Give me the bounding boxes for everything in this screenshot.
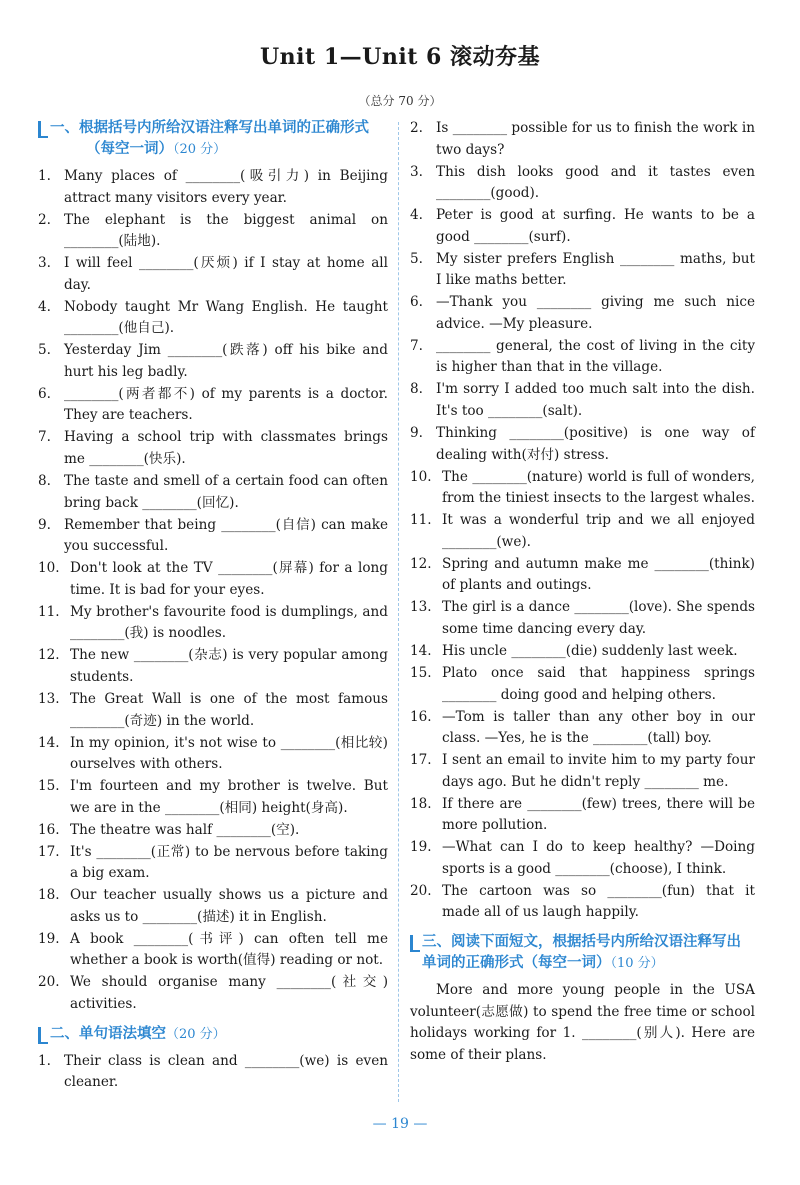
question-number: 11. [38,603,60,620]
question-text: We should organise many ________(社交) activities. [70,974,388,1012]
section2-question [410,162,755,205]
question-text: The taste and smell of a certain food can often bring back ________(回忆). [64,473,388,511]
section1-heading-text: 一、根据括号内所给汉语注释写出单词的正确形式 [50,120,369,136]
question-number: 9. [410,425,423,442]
question-text: It was a wonderful trip and we all enjoyed ________(we). [442,512,755,550]
total-score: （总分 70 分） [358,94,442,108]
question-number: 18. [38,887,60,904]
section2-items-left [38,1051,388,1094]
question-number: 16. [38,821,60,838]
section1-heading [38,118,388,160]
section2-heading [38,1024,388,1045]
question-number: 15. [38,778,60,795]
question-number: 2. [38,211,51,228]
question-text: Remember that being ________(自信) can make you successful. [64,516,388,555]
question-text: I'm sorry I added too much salt into the dish. It's too ________(salt). [436,381,755,420]
question-number: 4. [410,207,423,224]
question-number: 6. [38,385,51,402]
section1-question [38,297,388,340]
section1-question [38,885,388,928]
question-number: 14. [410,642,432,659]
question-number: 20. [38,974,60,991]
section1-question [38,602,388,645]
question-text: I will feel ________(厌烦) if I stay at home all day. [64,255,388,293]
question-number: 19. [38,930,60,947]
section1-heading-text2: （每空一词） [86,141,173,157]
question-text: The new ________(杂志) is very popular among students. [70,647,388,685]
question-text: The cartoon was so ________(fun) that it made all of us laugh happily. [442,882,755,921]
left-column [38,118,388,1094]
section2-question [410,336,755,379]
question-text: Having a school trip with classmates brings me ________(快乐). [64,429,388,468]
section3-heading-text: 三、阅读下面短文，根据括号内所给汉语注释写出 [422,934,741,950]
question-text: Don't look at the TV ________(屏幕) for a long time. It is bad for your eyes. [70,560,388,598]
section2-question [410,118,755,161]
question-text: Peter is good at surfing. He wants to be a good ________(surf). [436,207,755,245]
question-number: 2. [410,120,423,136]
section2-question [410,510,755,553]
section1-question [38,929,388,972]
question-text: A book ________(书评) can often tell me whether a book is worth(值得) reading or not. [70,930,388,969]
question-text: The girl is a dance ________(love). She spends some time dancing every day. [442,599,755,637]
question-number: 9. [38,516,51,533]
question-text: Plato once said that happiness springs ________ doing good and helping others. [442,664,755,703]
question-number: 7. [38,429,51,446]
section1-question [38,515,388,558]
section2-question [410,249,755,292]
question-text: Spring and autumn make me ________(think) of plants and outings. [442,555,755,594]
question-text: Yesterday Jim ________(跌落) off his bike and hurt his leg badly. [64,342,388,380]
question-number: 17. [38,843,60,860]
question-number: 5. [410,250,423,267]
question-text: In my opinion, it's not wise to ________(相比较) ourselves with others. [70,734,388,773]
question-number: 3. [38,255,51,272]
question-number: 13. [410,599,432,616]
question-number: 6. [410,294,423,311]
section2-points: （20 分） [166,1026,226,1042]
section2-question [410,292,755,335]
question-number: 8. [410,381,423,398]
section1-question [38,166,388,209]
question-text: —Thank you ________ giving me such nice advice. —My pleasure. [436,294,755,332]
right-column [410,118,755,1066]
question-number: 20. [410,882,432,899]
section2-question [410,597,755,640]
section2-heading-text: 二、单句语法填空 [50,1025,166,1042]
question-number: 14. [38,734,60,751]
question-text: My sister prefers English ________ maths, but I like maths better. [436,250,755,289]
section1-question [38,558,388,601]
page-title: Unit 1—Unit 6 滚动夯基 [260,44,540,70]
question-text: The theatre was half ________(空). [70,821,300,838]
question-number: 17. [410,752,432,769]
section1-points: （20 分） [173,142,227,157]
section2-question [410,837,755,880]
question-number: 3. [410,163,423,180]
question-number: 5. [38,342,51,359]
section2-question [410,663,755,706]
question-text: Their class is clean and ________(we) is even cleaner. [64,1052,388,1091]
section3-heading [410,932,755,974]
section2-question [410,707,755,750]
section2-question [410,205,755,248]
section1-question [38,384,388,427]
section1-question [38,842,388,885]
section1-question [38,776,388,819]
question-number: 7. [410,337,423,354]
section3-heading-text2: 单词的正确形式（每空一词） [422,955,611,971]
question-number: 12. [410,555,432,572]
section1-question [38,471,388,514]
question-number: 16. [410,708,432,725]
question-text: I sent an email to invite him to my party four days ago. But he didn't reply ________ me. [442,752,755,790]
section2-question [410,467,755,510]
section2-question [410,379,755,422]
section2-question [410,881,755,924]
page-number: — 19 — [372,1116,428,1132]
section1-question [38,253,388,296]
section3-passage: More and more young people in the USA volunteer(志愿做) to spend the free time or school holidays working for 1. ________(别人). Here are some of their plans. [410,982,755,1063]
section1-question [38,427,388,470]
section1-question [38,645,388,688]
question-text: His uncle ________(die) suddenly last week. [442,642,738,659]
question-number: 12. [38,647,60,664]
question-text: Nobody taught Mr Wang English. He taught ________(他自己). [64,298,388,337]
section3-points: （10 分） [610,956,664,971]
question-text: This dish looks good and it tastes even ________(good). [436,163,755,202]
question-text: Thinking ________(positive) is one way of dealing with(对付) stress. [436,425,755,463]
question-number: 11. [410,512,432,529]
question-text: The elephant is the biggest animal on ________(陆地). [64,211,388,250]
question-number: 4. [38,298,51,315]
question-text: It's ________(正常) to be nervous before taking a big exam. [70,843,388,882]
section1-question [38,820,388,842]
question-text: My brother's favourite food is dumplings, and ________(我) is noodles. [70,603,388,642]
question-text: —Tom is taller than any other boy in our class. —Yes, he is the ________(tall) boy. [442,708,755,747]
section2-question [410,750,755,793]
question-number: 1. [38,168,51,184]
section2-question [410,554,755,597]
question-text: ________(两者都不) of my parents is a doctor. They are teachers. [64,385,388,424]
section2-question [410,641,755,663]
question-text: The Great Wall is one of the most famous ________(奇迹) in the world. [70,690,388,729]
column-divider [398,122,399,1102]
question-number: 18. [410,795,432,812]
section1-question [38,210,388,253]
question-text: —What can I do to keep healthy? —Doing sports is a good ________(choose), I think. [442,839,755,877]
question-text: Many places of ________(吸引力) in Beijing attract many visitors every year. [64,168,388,206]
question-text: The ________(nature) world is full of wonders, from the tiniest insects to the largest whales. [442,468,755,507]
question-text: I'm fourteen and my brother is twelve. But we are in the ________(相同) height(身高). [70,778,388,816]
question-number: 10. [410,468,432,485]
question-number: 1. [38,1052,51,1069]
question-text: Is ________ possible for us to finish the work in two days? [436,120,755,158]
question-number: 13. [38,690,60,707]
question-number: 15. [410,664,432,681]
section1-question [38,689,388,732]
question-text: If there are ________(few) trees, there will be more pollution. [442,795,755,834]
question-number: 19. [410,839,432,856]
section1-question [38,972,388,1015]
section2-question [38,1051,388,1094]
section1-question [38,733,388,776]
section2-question [410,794,755,837]
section1-items [38,166,388,1016]
question-number: 8. [38,473,51,490]
question-text: Our teacher usually shows us a picture and asks us to ________(描述) it in English. [70,887,388,925]
question-number: 10. [38,560,60,577]
section1-question [38,340,388,383]
section2-items-right [410,118,755,924]
question-text: ________ general, the cost of living in the city is higher than that in the village. [436,337,755,376]
section2-question [410,423,755,466]
